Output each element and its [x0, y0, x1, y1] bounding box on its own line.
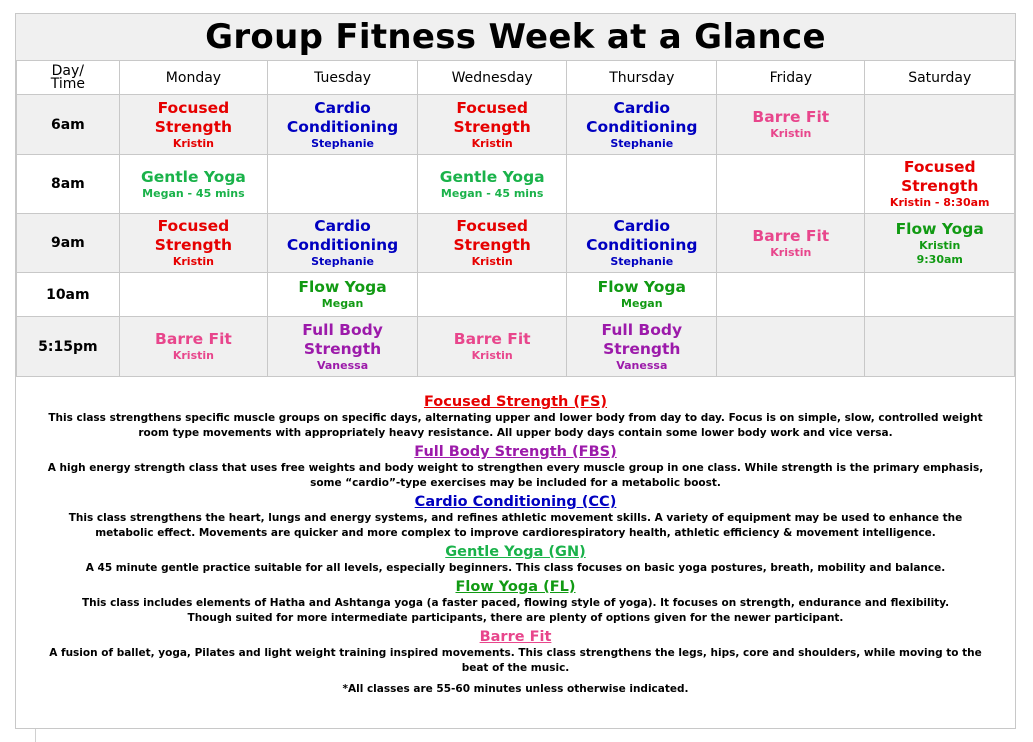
- class-name: Gentle Yoga: [439, 167, 545, 186]
- class-description-text: Though suited for more intermediate participants, there are plenty of options given for the newer participant.: [187, 612, 844, 624]
- class-name: Flow Yoga: [597, 278, 686, 296]
- class-cell: [119, 273, 268, 317]
- class-name: Flow Yoga: [895, 219, 984, 238]
- class-description-text: some “cardio”-type exercises may be included for a metabolic boost.: [310, 477, 721, 489]
- class-cell: [567, 155, 717, 214]
- day-header-tuesday: Tuesday: [268, 61, 418, 95]
- class-name-line2: Strength: [453, 236, 531, 254]
- class-description-title: Full Body Strength (FBS): [414, 444, 617, 460]
- class-description-title: Cardio Conditioning (CC): [414, 494, 617, 510]
- instructor-name: Megan - 45 mins: [142, 186, 245, 200]
- instructor-name: Stephanie: [610, 255, 674, 268]
- class-name-line2: Strength: [154, 117, 233, 136]
- class-cell: [119, 214, 268, 273]
- class-description-text: This class includes elements of Hatha and Ashtanga yoga (a faster paced, flowing style of yoga). It focuses on strength, endurance and flexibility.: [81, 597, 950, 609]
- day-header-friday: Friday: [717, 61, 865, 95]
- class-name-line2: Conditioning: [286, 236, 399, 254]
- class-name: Full Body: [601, 320, 683, 339]
- day-time-header: [17, 61, 120, 95]
- class-cell: [865, 273, 1015, 317]
- class-name-line2: Strength: [603, 339, 681, 358]
- class-cell: [567, 214, 717, 273]
- class-description-title: Flow Yoga (FL): [455, 579, 576, 595]
- schedule-row: [17, 273, 1015, 317]
- class-cell: [717, 214, 865, 273]
- class-name: Focused: [456, 217, 529, 235]
- class-cell: [268, 214, 418, 273]
- class-name-line2: Strength: [453, 117, 531, 136]
- class-name: Barre Fit: [752, 108, 830, 126]
- class-name: Focused: [456, 98, 529, 117]
- class-cell: [417, 317, 567, 377]
- class-cell: [268, 155, 418, 214]
- header-row: [17, 61, 1015, 95]
- class-cell: [717, 273, 865, 317]
- day-header-saturday: Saturday: [865, 61, 1015, 95]
- class-cell: [119, 317, 268, 377]
- class-cell: [865, 95, 1015, 155]
- class-name-line2: Conditioning: [586, 117, 698, 136]
- instructor-name: Stephanie: [610, 136, 674, 150]
- instructor-name: Kristin: [172, 349, 214, 362]
- class-cell: [268, 95, 418, 155]
- class-cell: [417, 155, 567, 214]
- day-time-label-line1: Day/: [51, 62, 85, 79]
- class-description-text: A 45 minute gentle practice suitable for all levels, especially beginners. This class focuses on basic yoga postures, breath, mobility and balance.: [85, 562, 946, 574]
- class-time-note: 9:30am: [916, 252, 963, 266]
- instructor-name: Kristin: [770, 245, 812, 259]
- instructor-name: Vanessa: [316, 358, 369, 372]
- class-cell: [865, 155, 1015, 214]
- class-cell: [717, 317, 865, 377]
- instructor-name: Kristin: [471, 136, 513, 150]
- class-description-text: beat of the music.: [461, 662, 570, 674]
- class-cell: [268, 317, 418, 377]
- class-name: Focused: [157, 98, 230, 117]
- class-cell: [119, 95, 268, 155]
- schedule-frame: [15, 13, 1016, 729]
- day-header-thursday: Thursday: [567, 61, 717, 95]
- class-name: Cardio: [613, 98, 671, 117]
- time-cell: 8am: [17, 155, 120, 214]
- class-cell: [567, 95, 717, 155]
- day-header-wednesday: Wednesday: [417, 61, 567, 95]
- instructor-name: Megan: [621, 297, 663, 310]
- time-cell: 6am: [17, 95, 120, 155]
- class-name-line2: Strength: [901, 177, 979, 195]
- class-description-title: Focused Strength (FS): [423, 394, 608, 410]
- class-cell: [417, 95, 567, 155]
- instructor-name: Stephanie: [311, 255, 374, 268]
- instructor-name: Kristin: [172, 255, 214, 268]
- class-description-text: A high energy strength class that uses free weights and body weight to strengthen every muscle group in one class. While strength is the primary emphasis,: [47, 462, 984, 474]
- time-cell: 5:15pm: [17, 317, 120, 377]
- instructor-name: Kristin: [471, 349, 513, 362]
- class-name: Gentle Yoga: [140, 167, 246, 186]
- day-header-monday: Monday: [119, 61, 268, 95]
- time-cell: 10am: [17, 273, 120, 317]
- class-name: Focused: [903, 158, 976, 176]
- instructor-name: Kristin: [770, 127, 812, 140]
- class-description-text: A fusion of ballet, yoga, Pilates and light weight training inspired movements. This class strengthens the legs, hips, core and shoulders, while moving to the: [49, 647, 982, 659]
- class-description-title: Gentle Yoga (GN): [445, 544, 586, 560]
- schedule-row: [17, 317, 1015, 377]
- class-cell: [567, 273, 717, 317]
- class-cell: [717, 155, 865, 214]
- class-description-text: room type movements with appropriately heavy resistance. All upper body days contain some lower body work and vice versa.: [138, 427, 893, 439]
- class-name: Cardio: [613, 217, 671, 235]
- class-name-line2: Strength: [303, 339, 382, 358]
- footnote: *All classes are 55-60 minutes unless otherwise indicated.: [342, 683, 689, 695]
- page-edge-mark: [35, 729, 36, 742]
- class-name: Full Body: [302, 320, 383, 339]
- instructor-name: Kristin: [172, 136, 214, 150]
- instructor-name: Vanessa: [616, 358, 668, 372]
- schedule-row: [17, 95, 1015, 155]
- instructor-name: Kristin - 8:30am: [889, 196, 990, 209]
- instructor-name: Kristin: [471, 255, 513, 268]
- class-cell: [865, 317, 1015, 377]
- class-cell: [717, 95, 865, 155]
- class-name-line2: Conditioning: [586, 236, 698, 254]
- class-name: Cardio: [314, 217, 371, 235]
- class-name-line2: Conditioning: [286, 117, 399, 136]
- instructor-name: Megan - 45 mins: [440, 186, 544, 200]
- class-description-text: This class strengthens the heart, lungs and energy systems, and refines athletic movement skills. A variety of equipment may be used to enhance the: [68, 512, 963, 524]
- class-name: Barre Fit: [453, 330, 531, 348]
- class-cell: [268, 273, 418, 317]
- class-name: Flow Yoga: [298, 278, 387, 296]
- class-name-line2: Strength: [154, 236, 233, 254]
- schedule-table: [16, 60, 1015, 377]
- schedule-row: [17, 214, 1015, 273]
- page-title: Group Fitness Week at a Glance: [16, 14, 1015, 61]
- class-cell: [119, 155, 268, 214]
- class-description-text: metabolic effect. Movements are quicker and more complex to improve cardiorespiratory health, athletic efficiency & movement intelligence.: [95, 527, 936, 539]
- time-cell: 9am: [17, 214, 120, 273]
- class-description-text: This class strengthens specific muscle groups on specific days, alternating upper and lower body from day to day. Focus is on simple, slow, controlled weight: [48, 412, 983, 424]
- class-cell: [567, 317, 717, 377]
- class-cell: [865, 214, 1015, 273]
- class-cell: [417, 214, 567, 273]
- day-time-label-line2: Time: [50, 75, 85, 92]
- class-description-title: Barre Fit: [479, 629, 552, 645]
- instructor-name: Megan: [321, 297, 364, 310]
- class-descriptions: [16, 391, 1015, 697]
- instructor-name: Stephanie: [311, 136, 374, 150]
- schedule-row: [17, 155, 1015, 214]
- class-name: Barre Fit: [155, 330, 232, 348]
- class-name: Barre Fit: [752, 226, 830, 245]
- class-cell: [417, 273, 567, 317]
- class-name: Focused: [157, 217, 230, 235]
- instructor-name: Kristin: [919, 238, 961, 252]
- class-name: Cardio: [314, 98, 371, 117]
